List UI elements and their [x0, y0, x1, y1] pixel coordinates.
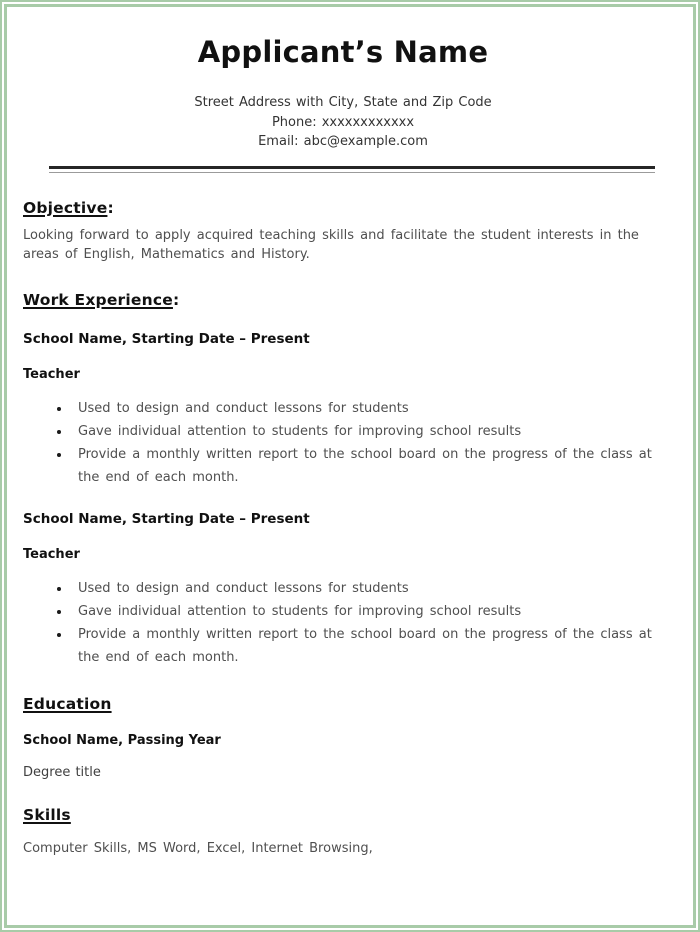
section-education [23, 695, 663, 780]
work-experience-heading [23, 291, 663, 309]
bullet-text: Used to design and conduct lessons for students [78, 400, 409, 416]
job-role: Teacher [23, 546, 80, 562]
job-bullets [71, 397, 663, 489]
work-experience-heading-colon: : [172, 290, 180, 309]
education-school: School Name, Passing Year [23, 732, 221, 748]
job-entry-1 [23, 331, 663, 489]
bullet-text: Gave individual attention to students for improving school results [78, 423, 522, 439]
job-role: Teacher [23, 366, 80, 382]
skills-heading [23, 806, 663, 824]
job-entry-2 [23, 511, 663, 669]
objective-heading-text: Objective [23, 198, 108, 217]
bullet-item [71, 577, 663, 600]
bullet-text: Provide a monthly written report to the school board on the progress of the class at the end of each month. [78, 626, 652, 665]
bullet-item [71, 397, 663, 420]
resume-header [23, 35, 663, 173]
page-border [4, 4, 696, 928]
bullet-item [71, 600, 663, 623]
bullet-item [71, 623, 663, 669]
education-heading [23, 695, 663, 713]
bullet-text: Provide a monthly written report to the school board on the progress of the class at the end of each month. [78, 446, 652, 485]
contact-email: Email: abc@example.com [258, 134, 428, 149]
education-degree: Degree title [23, 764, 101, 780]
job-heading: School Name, Starting Date – Present [23, 330, 310, 347]
applicant-name: Applicant’s Name [197, 35, 489, 69]
education-heading-text: Education [23, 694, 112, 713]
job-bullets [71, 577, 663, 669]
section-work-experience [23, 291, 663, 669]
section-skills [23, 806, 663, 856]
section-objective [23, 199, 663, 265]
bullet-text: Gave individual attention to students for improving school results [78, 603, 522, 619]
bullet-text: Used to design and conduct lessons for students [78, 580, 409, 596]
objective-heading [23, 199, 663, 217]
bullet-item [71, 443, 663, 489]
objective-text: Looking forward to apply acquired teaching skills and facilitate the student interests in the areas of English, Mathematics and History. [23, 227, 639, 262]
contact-address: Street Address with City, State and Zip Code [194, 95, 492, 110]
contact-phone: Phone: xxxxxxxxxxxx [271, 114, 415, 130]
objective-heading-colon: : [107, 198, 114, 217]
work-experience-heading-text: Work Experience [23, 290, 173, 309]
skills-text: Computer Skills, MS Word, Excel, Internet Browsing, [23, 840, 373, 856]
contact-block [23, 93, 663, 152]
header-divider [49, 166, 655, 173]
job-heading: School Name, Starting Date – Present [23, 510, 310, 527]
bullet-item [71, 420, 663, 443]
skills-heading-text: Skills [23, 805, 71, 824]
